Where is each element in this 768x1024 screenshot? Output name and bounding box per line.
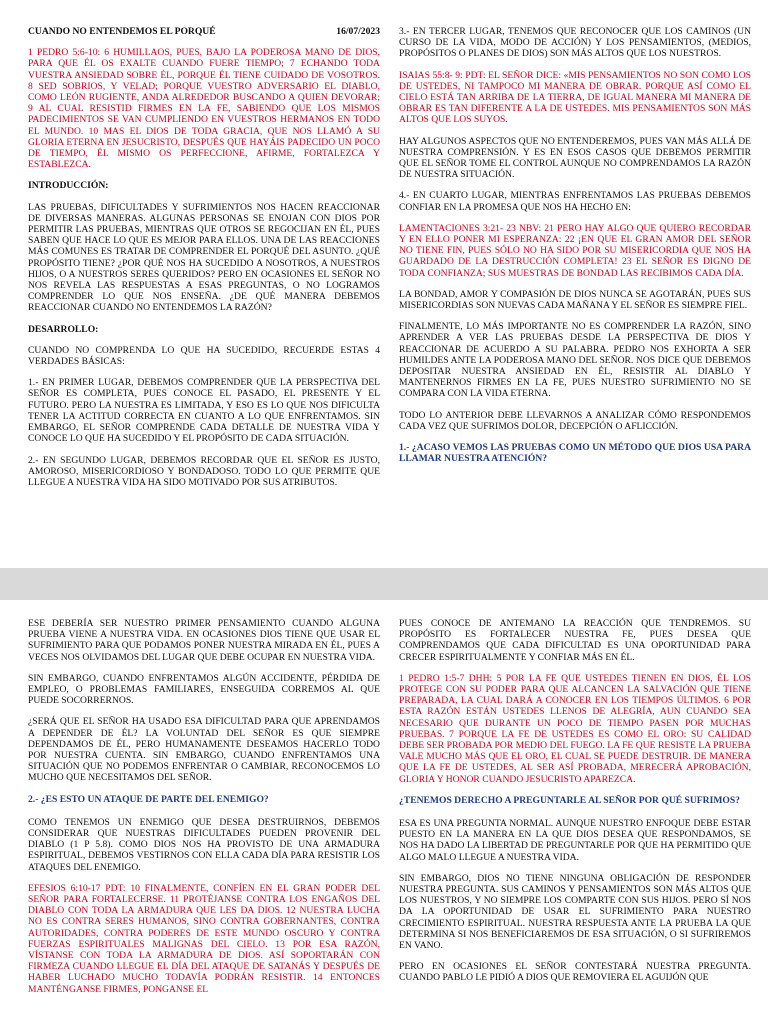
- page2-right-paragraph-2: ESA ES UNA PREGUNTA NORMAL. AUNQUE NUESTRO ENFOQUE DEBE ESTAR PUESTO EN LA MANERA EN LA QUE DIOS DESEA QUE RESPONDAMOS, SE NOS HA DADO LA LIBERTAD DE PREGUNTARLE POR QUE HA PERMITIDO QUE ALGO MALO LLEGUE A NUESTRA VIDA.: [399, 818, 751, 863]
- development-heading: DESARROLLO:: [28, 323, 99, 335]
- point-3-paragraph: 3.- EN TERCER LUGAR, TENEMOS QUE RECONOCER QUE LOS CAMINOS (UN CURSO DE LA VIDA, MODO DE ACCIÓN) Y LOS PENSAMIENTOS, (MEDIOS, PROPÓSITOS O PLANES DE DIOS) SON MÁS ALTOS QUE LOS NUESTROS.: [399, 26, 751, 60]
- development-paragraph: CUANDO NO COMPRENDA LO QUE HA SUCEDIDO, RECUERDE ESTAS 4 VERDADES BÁSICAS:: [28, 344, 380, 368]
- todo-paragraph: TODO LO ANTERIOR DEBE LLEVARNOS A ANALIZAR CÓMO RESPONDEMOS CADA VEZ QUE SUFRIMOS DOLOR, DECEPCIÓN O AFLICCIÓN.: [399, 409, 751, 432]
- document-title: CUANDO NO ENTENDEMOS EL PORQUÉ: [28, 26, 216, 37]
- document-page-2: [0, 600, 768, 1024]
- verse-1-pedro-5: 1 PEDRO 5:6-10: 6 HUMILLAOS, PUES, BAJO LA PODEROSA MANO DE DIOS, PARA QUE ÉL OS EXALTE CUANDO FUERE TIEMPO; 7 ECHANDO TODA VUESTRA ANSIEDAD SOBRE ÉL, PORQUE ÉL TIENE CUIDADO DE VOSOTROS. 8 SED SOBRIOS, Y VELAD; PORQUE VUESTRO ADVERSARIO EL DIABLO, COMO LEÓN RUGIENTE, ANDA ALREDEDOR BUSCANDO A QUIEN DEVORAR; 9 AL CUAL RESISTID FIRMES EN LA FE, SABIENDO QUE LOS MISMOS PADECIMIENTOS SE VAN CUMPLIENDO EN VUESTROS HERMANOS EN TODO EL MUNDO. 10 MAS EL DIOS DE TODA GRACIA, QUE NOS LLAMÓ A SU GLORIA ETERNA EN JESUCRISTO, DESPUÉS QUE HAYÁIS PADECIDO UN POCO DE TIEMPO, ÉL MISMO OS PERFECCIONE, AFIRME, FORTALEZCA Y ESTABLEZCA.: [28, 47, 380, 171]
- point-1-paragraph: 1.- EN PRIMER LUGAR, DEBEMOS COMPRENDER QUE LA PERSPECTIVA DEL SEÑOR ES COMPLETA, PUES CONOCE EL PASADO, EL PRESENTE Y EL FUTURO. PERO LA NUESTRA ES LIMITADA, Y ESO ES LO QUE NOS DIFICULTA TENER LA ACTITUD CORRECTA EN CUANTO A LO QUE ENFRENTAMOS. SIN EMBARGO, EL SEÑOR COMPRENDE CADA DETALLE DE NUESTRA VIDA Y CONOCE LO QUE HA SUCEDIDO Y EL PROPÓSITO DE CADA SITUACIÓN.: [28, 377, 380, 445]
- verse-1-pedro-1: 1 PEDRO 1:5-7 DHH: 5 POR LA FE QUE USTEDES TIENEN EN DIOS, ÉL LOS PROTEGE CON SU PODER PARA QUE ALCANCEN LA SALVACIÓN QUE TIENE PREPARADA, LA CUAL DARÁ A CONOCER EN LOS TIEMPOS ÚLTIMOS. 6 POR ESTA RAZÓN ESTÁN USTEDES LLENOS DE ALEGRÍA, AUN CUANDO SEA NECESARIO QUE DURANTE UN POCO DE TIEMPO PASEN POR MUCHAS PRUEBAS. 7 PORQUE LA FE DE USTEDES ES COMO EL ORO: SU CALIDAD DEBE SER PROBADA POR MEDIO DEL FUEGO. LA FE QUE RESISTE LA PRUEBA VALE MUCHO MÁS QUE EL ORO, EL CUAL SE PUEDE DESTRUIR. DE MANERA QUE LA FE DE USTEDES, AL SER ASÍ PROBADA, MERECERÁ APROBACIÓN, GLORIA Y HONOR CUANDO JESUCRISTO APAREZCA.: [399, 672, 751, 785]
- intro-paragraph: LAS PRUEBAS, DIFICULTADES Y SUFRIMIENTOS NOS HACEN REACCIONAR DE DIVERSAS MANERAS. ALGUNAS PERSONAS SE ENOJAN CON DIOS POR PERMITIR LAS PRUEBAS, MIENTRAS QUE OTROS SE REGOCIJAN EN ÉL, PUES SABEN QUE HACE LO QUE ES MEJOR PARA ELLOS. UNA DE LAS REACCIONES MÁS COMUNES ES TRATAR DE COMPRENDER EL PORQUÉ DEL ASUNTO. ¿QUÉ PROPÓSITO TIENE? ¿POR QUÉ NOS HA SUCEDIDO A NOSOTROS, A NUESTROS HIJOS, O A NUESTROS SERES QUERIDOS? PERO EN OCASIONES EL SEÑOR NO NOS REVELA LAS RESPUESTAS A ESAS PREGUNTAS, O NO LOGRAMOS COMPRENDER LO QUE NOS ENSEÑA. ¿DE QUÉ MANERA DEBEMOS REACCIONAR CUANDO NO ENTENDEMOS LA RAZÓN?: [28, 201, 380, 314]
- page2-right-paragraph-3: SIN EMBARGO, DIOS NO TIENE NINGUNA OBLIGACIÓN DE RESPONDER NUESTRA PREGUNTA. SUS CAMINOS Y PENSAMIENTOS SON MÁS ALTOS QUE LOS NUESTROS, Y NO SIEMPRE LOS COMPARTE CON SUS HIJOS. PERO SÍ NOS DA LA OPORTUNIDAD DE USAR EL SUFRIMIENTO PARA NUESTRO CRECIMIENTO ESPIRITUAL. NUESTRA RESPUESTA ANTE LA PRUEBA LA QUE DETERMINA SI NOS BENEFICIAREMOS DE ESA SITUACIÓN, O SI SUFRIREMOS EN VANO.: [399, 872, 751, 952]
- page2-left-paragraph-1: ESE DEBERÍA SER NUESTRO PRIMER PENSAMIENTO CUANDO ALGUNA PRUEBA VIENE A NUESTRA VIDA. EN OCASIONES DIOS TIENE QUE USAR EL SUFRIMIENTO PARA QUE PODAMOS PONER NUESTRA MIRADA EN ÉL, PUES A VECES NOS OLVIDAMOS DEL LUGAR QUE DEBE OCUPAR EN NUESTRA VIDA.: [28, 618, 380, 663]
- document-date: 16/07/2023: [336, 26, 380, 37]
- question-2-heading: 2.- ¿ES ESTO UN ATAQUE DE PARTE DEL ENEMIGO?: [28, 793, 269, 805]
- document-header: [28, 26, 380, 37]
- bondad-paragraph: LA BONDAD, AMOR Y COMPASIÓN DE DIOS NUNCA SE AGOTARÁN, PUES SUS MISERICORDIAS SON NUEVAS CADA MAÑANA Y EL SEÑOR ES SIEMPRE FIEL.: [399, 288, 751, 312]
- aspects-paragraph: HAY ALGUNOS ASPECTOS QUE NO ENTENDEREMOS, PUES VAN MÁS ALLÁ DE NUESTRA COMPRENSIÓN. Y ES EN ESOS CASOS QUE DEBEMOS PERMITIR QUE EL SEÑOR TOME EL CONTROL AUNQUE NO COMPRENDAMOS LA RAZÓN DE NUESTRA SITUACIÓN.: [399, 135, 751, 181]
- page2-left-paragraph-4: COMO TENEMOS UN ENEMIGO QUE DESEA DESTRUIRNOS, DEBEMOS CONSIDERAR QUE NUESTRAS DIFICULTADES PUEDEN PROVENIR DEL DIABLO (1 P 5.8). COMO DIOS NOS HA PROVISTO DE UNA ARMADURA ESPIRITUAL, DEBEMOS VESTIRNOS CON ELLA CADA DÍA PARA RESISTIR LOS ATAQUES DEL ENEMIGO.: [28, 816, 380, 873]
- page1-left-column: [28, 26, 380, 498]
- page2-left-paragraph-2: SIN EMBARGO, CUANDO ENFRENTAMOS ALGÚN ACCIDENTE, PÉRDIDA DE EMPLEO, O PROBLEMAS FAMILIARES, ENSEGUIDA CORREMOS AL QUE PUEDE SOCORRERNOS.: [28, 672, 380, 707]
- finalmente-paragraph: FINALMENTE, LO MÁS IMPORTANTE NO ES COMPRENDER LA RAZÓN, SINO APRENDER A VER LAS PRUEBAS DESDE LA PERSPECTIVA DE DIOS Y REACCIONAR DE ACUERDO A SU PALABRA. PEDRO NOS EXHORTA A SER HUMILDES ANTE LA PODEROSA MANO DEL SEÑOR. NOS DICE QUE DEBEMOS DEPOSITAR NUESTRA ANSIEDAD EN ÉL, RESISTIR AL DIABLO Y MANTENERNOS FIRMES EN LA FE, PUES NUESTRO SUFRIMIENTO NO SE COMPARA CON LA VIDA ETERNA.: [399, 321, 751, 400]
- page2-right-column: [399, 618, 751, 994]
- page2-left-paragraph-3: ¿SERÁ QUE EL SEÑOR HA USADO ESA DIFICULTAD PARA QUE APRENDAMOS A DEPENDER DE ÉL? LA VOLUNTAD DEL SEÑOR ES QUE SIEMPRE DEPENDAMOS DE ÉL, PERO HUMANAMENTE DESEAMOS HACERLO TODO POR NUESTRA CUENTA. SIN EMBARGO, CUANDO ENFRENTAMOS UNA SITUACIÓN QUE NO PODEMOS ENFRENTAR O CAMBIAR, RECONOCEMOS LO MUCHO QUE NECESITAMOS DEL SEÑOR.: [28, 716, 380, 784]
- verse-efesios: EFESIOS 6:10-17 PDT: 10 FINALMENTE, CONFÍEN EN EL GRAN PODER DEL SEÑOR PARA FORTALECERSE. 11 PROTÉJANSE CONTRA LOS ENGAÑOS DEL DIABLO CON TODA LA ARMADURA QUE LES DA DIOS. 12 NUESTRA LUCHA NO ES CONTRA SERES HUMANOS, SINO CONTRA GOBERNANTES, CONTRA AUTORIDADES, CONTRA PODERES DE ESTE MUNDO OSCURO Y CONTRA FUERZAS ESPIRITUALES MALIGNAS DEL CIELO. 13 POR ESA RAZÓN, VÍSTANSE CON TODA LA ARMADURA DE DIOS. ASÍ SOPORTARÁN CON FIRMEZA CUANDO LLEGUE EL DÍA DEL ATAQUE DE SATANÁS Y DESPUÉS DE HABER LUCHADO MUCHO TODAVÍA PODRÁN RESISTIR. 14 ENTONCES MANTÉNGANSE FIRMES, PONGANSE EL: [28, 882, 380, 995]
- page1-right-column: [399, 26, 751, 477]
- page2-right-paragraph-4: PERO EN OCASIONES EL SEÑOR CONTESTARÁ NUESTRA PREGUNTA. CUANDO PABLO LE PIDIÓ A DIOS QUE REMOVIERA EL AGUIJÓN QUE: [399, 961, 751, 984]
- question-3-heading: ¿TENEMOS DERECHO A PREGUNTARLE AL SEÑOR POR QUÉ SUFRIMOS?: [399, 794, 740, 806]
- point-2-paragraph: 2.- EN SEGUNDO LUGAR, DEBEMOS RECORDAR QUE EL SEÑOR ES JUSTO, AMOROSO, MISERICORDIOSO Y BONDADOSO. TODO LO QUE PERMITE QUE LLEGUE A NUESTRA VIDA HA SIDO MOTIVADO POR SUS ATRIBUTOS.: [28, 454, 380, 488]
- page2-left-column: [28, 618, 380, 1005]
- page2-right-paragraph-1: PUES CONOCE DE ANTEMANO LA REACCIÓN QUE TENDREMOS. SU PROPÓSITO ES FORTALECER NUESTRA FE, PUES DESEA QUE COMPRENDAMOS QUE CADA DIFICULTAD ES UNA OPORTUNIDAD PARA CRECER ESPIRITUALMENTE Y CONFIAR MÁS EN ÉL.: [399, 618, 751, 663]
- point-4-paragraph: 4.- EN CUARTO LUGAR, MIENTRAS ENFRENTAMOS LAS PRUEBAS DEBEMOS CONFIAR EN LA PROMESA QUE NOS HA HECHO EN:: [399, 190, 751, 213]
- verse-isaias: ISAIAS 55:8- 9: PDT: EL SEÑOR DICE: «MIS PENSAMIENTOS NO SON COMO LOS DE USTEDES, NI TAMPOCO MI MANERA DE OBRAR. PORQUE ASÍ COMO EL CIELO ESTÁ TAN ARRIBA DE LA TIERRA, DE IGUAL MANERA MI MANERA DE OBRAR ES TAN DIFERENTE A LA DE USTEDES. MIS PENSAMIENTOS SON MÁS ALTOS QUE LOS SUYOS.: [399, 69, 751, 126]
- question-1-heading: 1.- ¿ACASO VEMOS LAS PRUEBAS COMO UN MÉTODO QUE DIOS USA PARA LLAMAR NUESTRA ATENCIÓN?: [399, 442, 751, 465]
- intro-heading: INTRODUCCIÓN:: [28, 180, 109, 192]
- verse-lamentaciones: LAMENTACIONES 3:21- 23 NBV: 21 PERO HAY ALGO QUE QUIERO RECORDAR Y EN ELLO PONER MI ESPERANZA: 22 ¡EN QUE EL GRAN AMOR DEL SEÑOR NO TIENE FIN, PUES SÓLO NO HA SIDO POR SU MISERICORDIA QUE NOS HA GUARDADO DE LA DESTRUCCIÓN COMPLETA! 23 EL SEÑOR ES DIGNO DE TODA CONFIANZA; SUS MUESTRAS DE BONDAD LAS RECIBIMOS CADA DÍA.: [399, 222, 751, 279]
